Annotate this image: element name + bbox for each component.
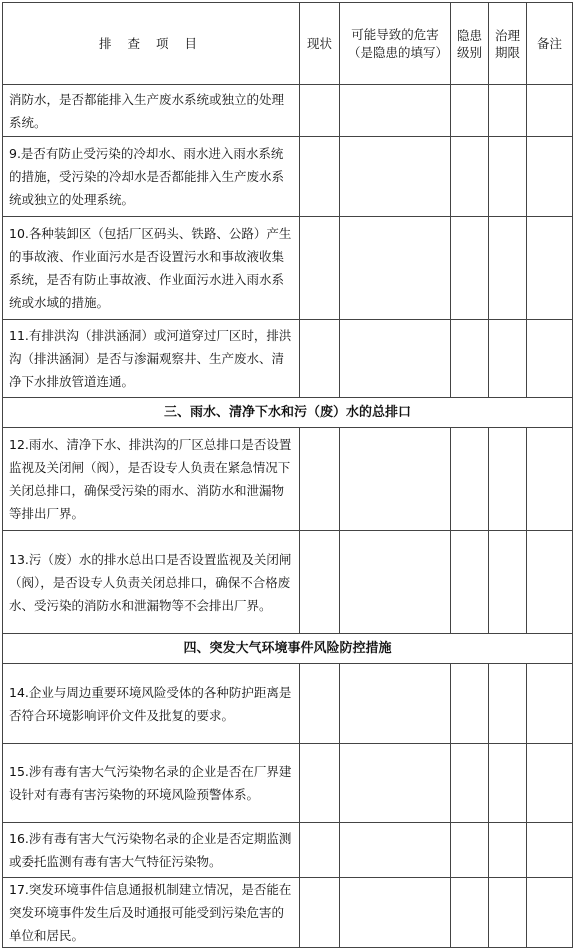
table-row (3, 531, 573, 634)
hazard-cell[interactable] (340, 823, 451, 878)
check-item-text: 12.雨水、清净下水、排洪沟的厂区总排口是否设置监视及关闭闸（阀），是否设专人负责在紧急情况下关闭总排口，确保受污染的雨水、消防水和泄漏物等排出厂界。 (3, 428, 300, 531)
header-level: 隐患级别 (451, 3, 489, 85)
header-row (3, 3, 573, 85)
table-row (3, 85, 573, 137)
remark-cell[interactable] (527, 137, 573, 217)
level-cell[interactable] (451, 744, 489, 823)
header-deadline: 治理期限 (489, 3, 527, 85)
section-title: 四、突发大气环境事件风险防控措施 (3, 634, 573, 664)
check-item-text: 消防水，是否都能排入生产废水系统或独立的处理系统。 (3, 85, 300, 137)
level-cell[interactable] (451, 428, 489, 531)
table-row (3, 878, 573, 948)
check-item-text: 11.有排洪沟（排洪涵洞）或河道穿过厂区时，排洪沟（排洪涵洞）是否与渗漏观察井、生产废水、清净下水排放管道连通。 (3, 320, 300, 398)
table-body (3, 85, 573, 948)
status-cell[interactable] (300, 664, 340, 744)
table-row (3, 428, 573, 531)
remark-cell[interactable] (527, 428, 573, 531)
status-cell[interactable] (300, 428, 340, 531)
deadline-cell[interactable] (489, 85, 527, 137)
hazard-cell[interactable] (340, 320, 451, 398)
hazard-checklist-table (2, 2, 573, 948)
table-row (3, 664, 573, 744)
check-item-text: 9.是否有防止受污染的冷却水、雨水进入雨水系统的措施，受污染的冷却水是否都能排入生产废水系统或独立的处理系统。 (3, 137, 300, 217)
hazard-cell[interactable] (340, 744, 451, 823)
section-row (3, 634, 573, 664)
remark-cell[interactable] (527, 664, 573, 744)
check-item-text: 14.企业与周边重要环境风险受体的各种防护距离是否符合环境影响评价文件及批复的要求。 (3, 664, 300, 744)
status-cell[interactable] (300, 320, 340, 398)
deadline-cell[interactable] (489, 217, 527, 320)
deadline-cell[interactable] (489, 878, 527, 948)
level-cell[interactable] (451, 878, 489, 948)
status-cell[interactable] (300, 878, 340, 948)
deadline-cell[interactable] (489, 428, 527, 531)
header-hazard: 可能导致的危害（是隐患的填写） (340, 3, 451, 85)
table-row (3, 137, 573, 217)
table-row (3, 320, 573, 398)
remark-cell[interactable] (527, 878, 573, 948)
check-item-text: 10.各种装卸区（包括厂区码头、铁路、公路）产生的事故液、作业面污水是否设置污水和事故液收集系统，是否有防止事故液、作业面污水进入雨水系统或水域的措施。 (3, 217, 300, 320)
remark-cell[interactable] (527, 320, 573, 398)
hazard-cell[interactable] (340, 85, 451, 137)
status-cell[interactable] (300, 823, 340, 878)
header-status: 现状 (300, 3, 340, 85)
level-cell[interactable] (451, 823, 489, 878)
remark-cell[interactable] (527, 823, 573, 878)
deadline-cell[interactable] (489, 823, 527, 878)
deadline-cell[interactable] (489, 137, 527, 217)
check-item-text: 13.污（废）水的排水总出口是否设置监视及关闭闸（阀），是否设专人负责关闭总排口，确保不合格废水、受污染的消防水和泄漏物等不会排出厂界。 (3, 531, 300, 634)
hazard-cell[interactable] (340, 217, 451, 320)
status-cell[interactable] (300, 744, 340, 823)
table-row (3, 217, 573, 320)
level-cell[interactable] (451, 320, 489, 398)
level-cell[interactable] (451, 664, 489, 744)
header-remark: 备注 (527, 3, 573, 85)
deadline-cell[interactable] (489, 531, 527, 634)
status-cell[interactable] (300, 217, 340, 320)
section-title: 三、雨水、清净下水和污（废）水的总排口 (3, 398, 573, 428)
remark-cell[interactable] (527, 85, 573, 137)
deadline-cell[interactable] (489, 320, 527, 398)
level-cell[interactable] (451, 217, 489, 320)
table-row (3, 744, 573, 823)
remark-cell[interactable] (527, 744, 573, 823)
remark-cell[interactable] (527, 217, 573, 320)
hazard-cell[interactable] (340, 428, 451, 531)
hazard-cell[interactable] (340, 878, 451, 948)
status-cell[interactable] (300, 85, 340, 137)
deadline-cell[interactable] (489, 744, 527, 823)
hazard-cell[interactable] (340, 137, 451, 217)
check-item-text: 17.突发环境事件信息通报机制建立情况，是否能在突发环境事件发生后及时通报可能受到污染危害的单位和居民。 (3, 878, 300, 948)
hazard-cell[interactable] (340, 531, 451, 634)
level-cell[interactable] (451, 137, 489, 217)
status-cell[interactable] (300, 137, 340, 217)
section-row (3, 398, 573, 428)
level-cell[interactable] (451, 531, 489, 634)
hazard-cell[interactable] (340, 664, 451, 744)
deadline-cell[interactable] (489, 664, 527, 744)
level-cell[interactable] (451, 85, 489, 137)
header-item: 排 查 项 目 (3, 3, 300, 85)
status-cell[interactable] (300, 531, 340, 634)
remark-cell[interactable] (527, 531, 573, 634)
check-item-text: 16.涉有毒有害大气污染物名录的企业是否定期监测或委托监测有毒有害大气特征污染物。 (3, 823, 300, 878)
check-item-text: 15.涉有毒有害大气污染物名录的企业是否在厂界建设针对有毒有害污染物的环境风险预警体系。 (3, 744, 300, 823)
table-row (3, 823, 573, 878)
